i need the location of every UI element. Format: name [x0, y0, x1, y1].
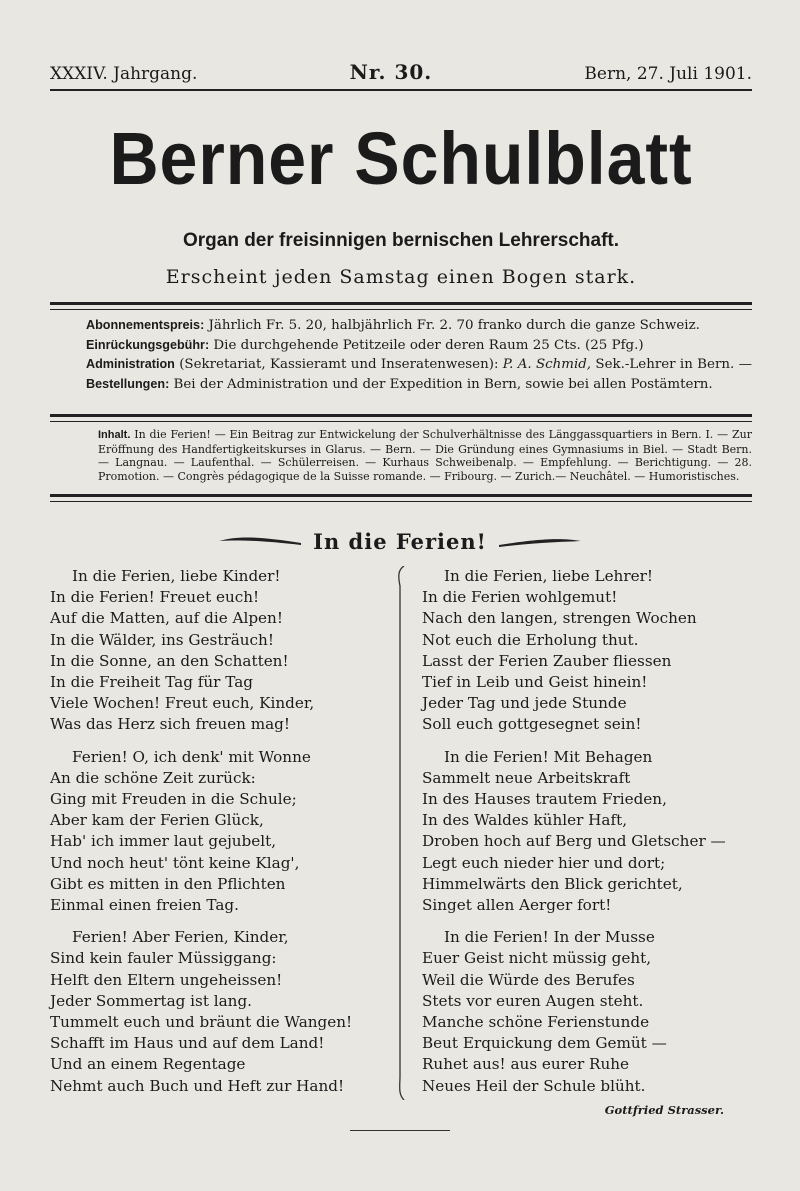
poem-line: Einmal einen freien Tag. [50, 896, 239, 915]
poem-line: Jeder Sommertag ist lang. [50, 991, 253, 1010]
poem-line: In des Waldes kühler Haft, [422, 811, 628, 830]
poem-stanza [50, 927, 390, 1097]
poem-stanza [422, 566, 762, 736]
poem-line: Ferien! O, ich denk' mit Wonne [72, 747, 311, 766]
poem-line: Droben hoch auf Berg und Gletscher — [422, 832, 726, 851]
poem-line: Lasst der Ferien Zauber fliessen [422, 651, 672, 670]
info-bottom-rule [50, 414, 752, 422]
poem-line: Helft den Eltern ungeheissen! [50, 970, 283, 989]
poem-line: In die Ferien, liebe Lehrer! [444, 567, 653, 585]
insertion-label: Einrückungsgebühr: [86, 337, 210, 352]
place-date: Bern, 27. Juli 1901. [584, 64, 752, 84]
header-rule [50, 89, 752, 91]
poem-line: Und noch heut' tönt keine Klag', [50, 853, 300, 872]
poem-author: Gottfried Strasser. [604, 1103, 724, 1117]
poem-right-column [422, 566, 762, 1108]
poem-line: In die Ferien! Mit Behagen [444, 747, 653, 766]
subscription-info [50, 316, 752, 394]
poem-line: Tief in Leib und Geist hinein! [422, 673, 648, 692]
info-top-rule [50, 302, 752, 310]
orders-text: Bei der Administration und der Expedition in Bern, sowie bei allen Postämtern. [173, 376, 713, 392]
poem-line: Weil die Würde des Berufes [422, 970, 635, 989]
poem-line: Beut Erquickung dem Gemüt — [422, 1034, 667, 1053]
issue-number: Nr. 30. [349, 60, 433, 84]
poem-stanza [50, 566, 390, 736]
poem-line: In die Freiheit Tag für Tag [50, 673, 253, 692]
poem-line: In die Ferien wohlgemut! [422, 588, 618, 607]
poem-line: Soll euch gottgesegnet sein! [422, 715, 642, 734]
poem-line: Manche schöne Ferienstunde [422, 1013, 650, 1032]
poem-stanza [422, 927, 762, 1097]
insertion-text: Die durchgehende Petitzeile oder deren Raum 25 Cts. (25 Pfg.) [213, 337, 644, 353]
poem-line: Hab' ich immer laut gejubelt, [50, 832, 277, 851]
poem-line: Ging mit Freuden in die Schule; [50, 790, 297, 809]
poem-line: In des Hauses trautem Frieden, [422, 790, 667, 809]
poem-line: Ferien! Aber Ferien, Kinder, [72, 928, 289, 947]
contents-text: In die Ferien! — Ein Beitrag zur Entwickelung der Schulverhältnisse des Länggassquartiers in Bern. I. — Zur Eröffnung des Handfertigkeitskurses in Glarus. — Bern. — Die Gründung eines Gymnasiums in Biel. — Stadt Bern. — Langnau. — Laufenthal. — Schülerreisen. — Kurhaus Schweibenalp. — Empfehlung. — Berichtigung. — 28. Promotion. — Congrès pédagogique de la Suisse romande. — Fribourg. — Zurich.— Neuchâtel. — Humoristisches. [98, 428, 753, 483]
poem-line: Not euch die Erholung thut. [422, 630, 639, 649]
subscription-text: Jährlich Fr. 5. 20, halbjährlich Fr. 2. 70 franko durch die ganze Schweiz. [208, 318, 700, 333]
masthead-tagline: Erscheint jeden Samstag einen Bogen stark. [165, 266, 637, 288]
poem-line: Sind kein fauler Müssiggang: [50, 949, 277, 968]
volume-label: XXXIV. Jahrgang. [50, 64, 198, 84]
poem-line: Jeder Tag und jede Stunde [422, 694, 627, 713]
poem-line: Ruhet aus! aus eurer Ruhe [422, 1055, 630, 1074]
subscription-label: Abonnementspreis: [86, 318, 205, 332]
poem-left-column [50, 566, 390, 1108]
poem-line: In die Sonne, an den Schatten! [50, 651, 289, 670]
poem-line: In die Wälder, ins Gesträuch! [50, 630, 274, 649]
poem-line: Nach den langen, strengen Wochen [422, 609, 697, 628]
table-of-contents [50, 428, 752, 483]
poem-line: In die Ferien! Freuet euch! [50, 588, 260, 607]
right-swash-ornament [497, 534, 583, 548]
masthead-subtitle: Organ der freisinnigen bernischen Lehrerschaft. [182, 230, 620, 251]
poem-line: Sammelt neue Arbeitskraft [422, 768, 631, 787]
poem-line: Und an einem Regentage [50, 1055, 246, 1074]
poem-line: Nehmt auch Buch und Heft zur Hand! [50, 1076, 345, 1095]
administration-rest: Sek.-Lehrer in Bern. — [595, 357, 752, 372]
left-swash-ornament [217, 534, 303, 548]
poem-title-row [200, 526, 600, 556]
poem-stanza [422, 747, 762, 917]
administration-text: (Sekretariat, Kassieramt und Inseratenwesen): [179, 357, 499, 372]
poem-line: In die Ferien! In der Musse [444, 928, 655, 947]
poem-line: Schafft im Haus und auf dem Land! [50, 1034, 325, 1053]
poem-line: Neues Heil der Schule blüht. [422, 1076, 646, 1095]
orders-label: Bestellungen: [86, 376, 170, 391]
column-brace-divider [396, 566, 408, 1100]
administration-label: Administration [86, 357, 175, 371]
poem-stanza [50, 747, 390, 917]
poem-line: In die Ferien, liebe Kinder! [72, 567, 281, 585]
administration-name: P. A. Schmid, [502, 357, 592, 372]
contents-bottom-rule [50, 494, 752, 502]
poem-line: Auf die Matten, auf die Alpen! [50, 609, 283, 628]
contents-label: Inhalt. [98, 429, 131, 441]
poem-line: Aber kam der Ferien Glück, [50, 811, 264, 830]
poem-line: Gibt es mitten in den Pflichten [50, 874, 286, 893]
poem-line: Himmelwärts den Blick gerichtet, [422, 874, 683, 893]
poem-line: Singet allen Aerger fort! [422, 896, 612, 915]
poem-title: In die Ferien! [313, 528, 487, 554]
masthead-title: Berner Schulblatt [109, 117, 693, 200]
poem-line: Viele Wochen! Freut euch, Kinder, [50, 694, 315, 713]
poem-line: Tummelt euch und bräunt die Wangen! [50, 1013, 353, 1032]
poem-line: Euer Geist nicht müssig geht, [422, 949, 652, 968]
poem-line: Was das Herz sich freuen mag! [50, 715, 290, 734]
poem-line: Legt euch nieder hier und dort; [422, 853, 666, 872]
poem-line: An die schöne Zeit zurück: [50, 768, 256, 787]
closing-rule [350, 1130, 450, 1131]
header-line [50, 60, 752, 84]
poem-line: Stets vor euren Augen steht. [422, 991, 644, 1010]
